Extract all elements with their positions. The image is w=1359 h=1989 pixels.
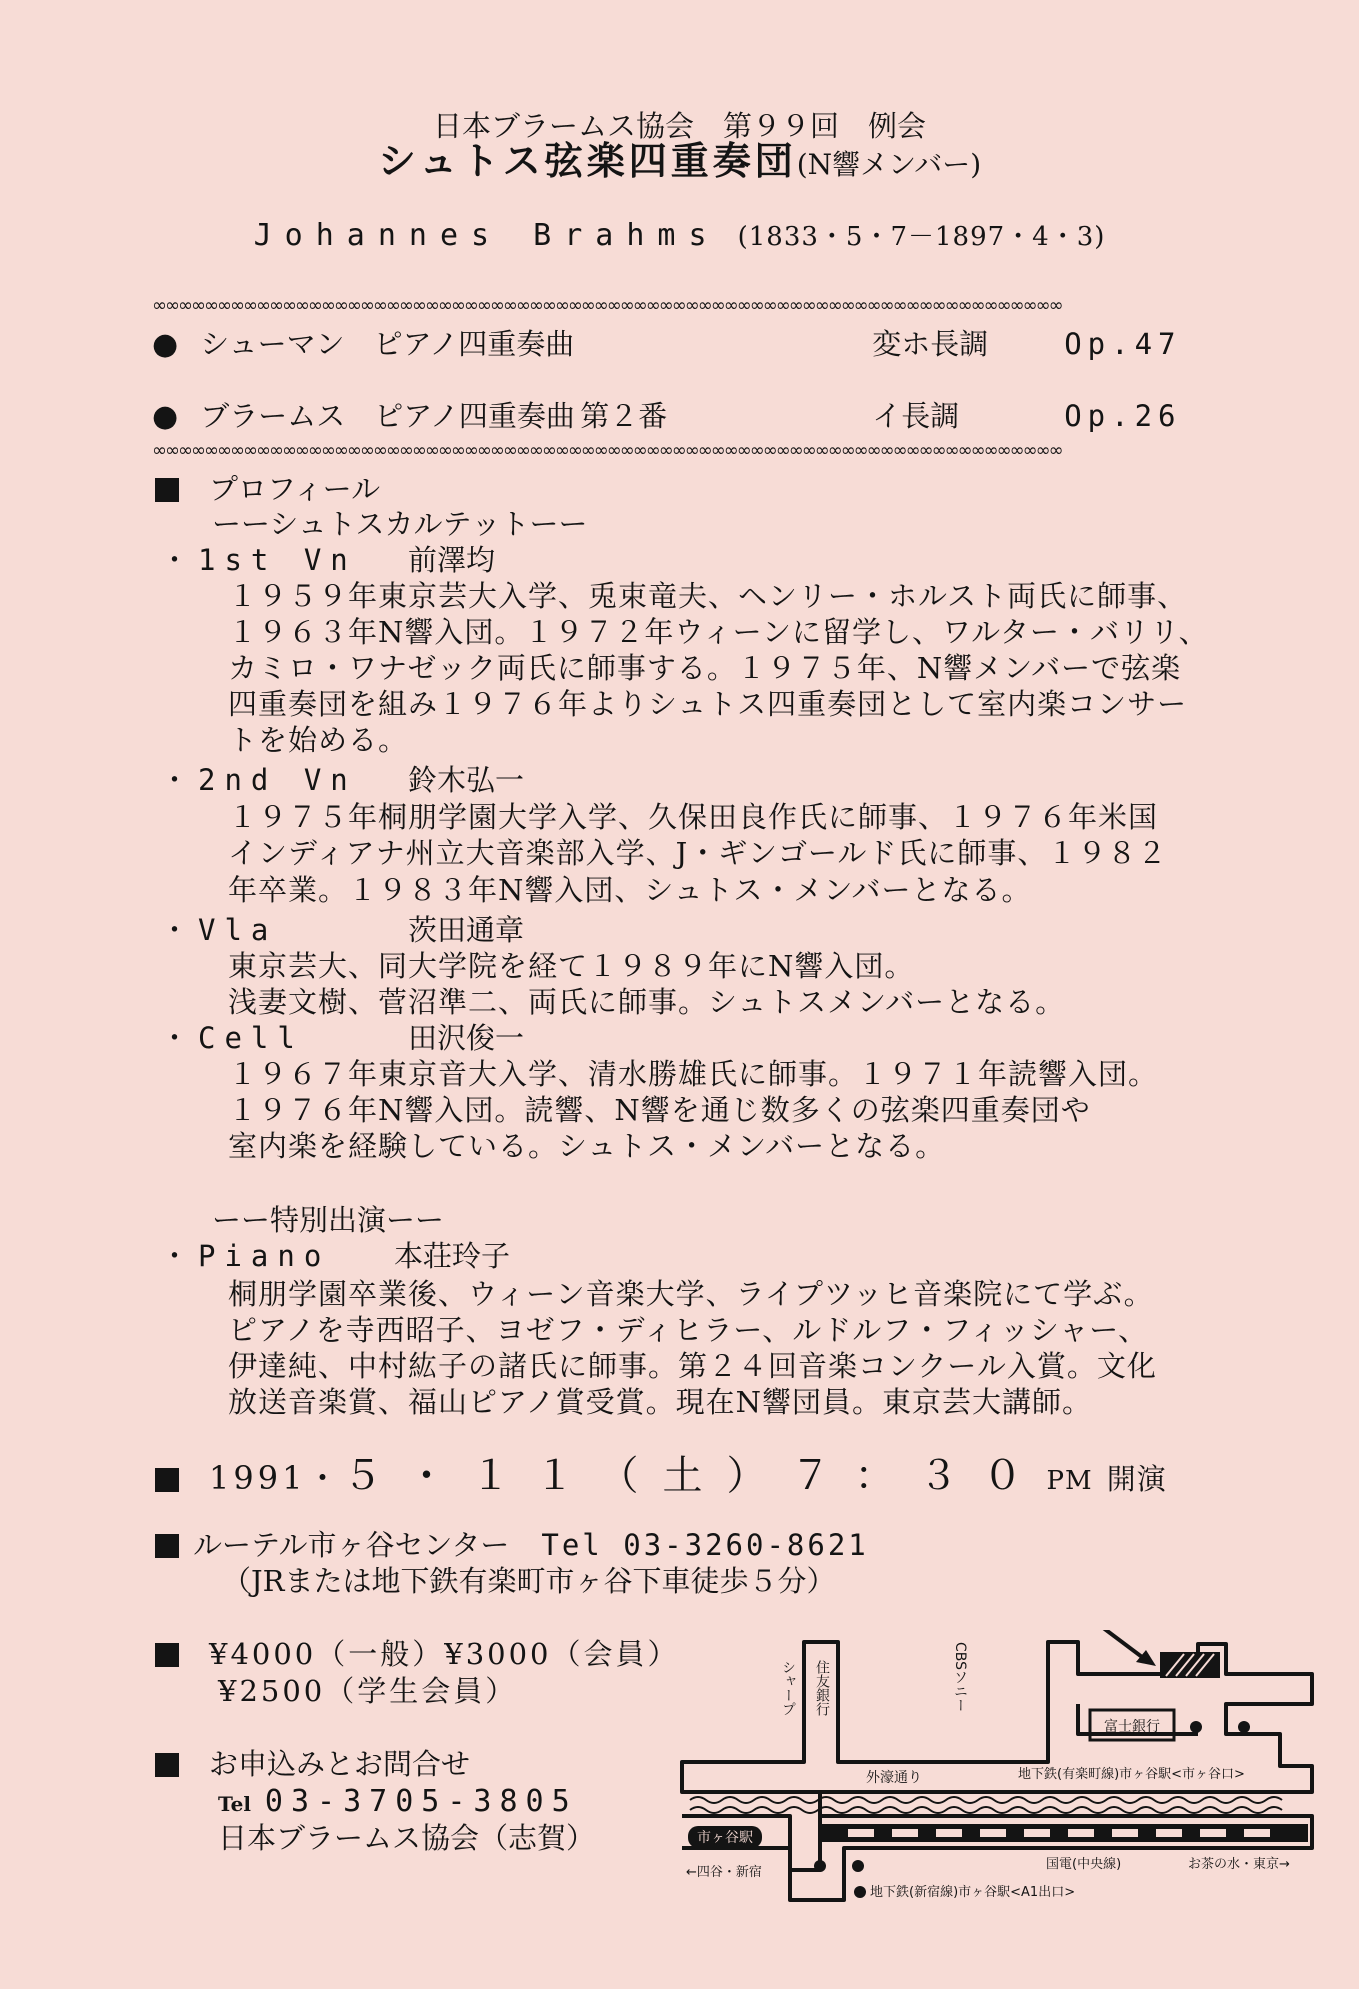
exit-dot bbox=[854, 1886, 866, 1898]
program-item bbox=[152, 398, 1182, 435]
contact-org: 日本ブラームス協会（志賀） bbox=[218, 1821, 596, 1855]
bio-line: 桐朋学園卒業後、ウィーン音楽大学、ライプツッヒ音楽院にて学ぶ。 bbox=[228, 1277, 1154, 1311]
ensemble-subtitle: (N響メンバー) bbox=[796, 148, 982, 181]
date-pm: PM bbox=[1046, 1466, 1093, 1496]
exit-dot bbox=[852, 1860, 864, 1872]
moat-wave bbox=[690, 1797, 1282, 1803]
fuji-bank-label: 富士銀行 bbox=[1104, 1719, 1160, 1735]
access-map bbox=[670, 1630, 1330, 1920]
yurakucho-label: 地下鉄(有楽町線)市ヶ谷駅<市ヶ谷口> bbox=[1018, 1767, 1245, 1782]
composer-line bbox=[0, 218, 1359, 255]
exit-dot bbox=[814, 1860, 826, 1872]
exit-dot bbox=[1190, 1721, 1202, 1733]
sumitomo-label: 住友銀行 bbox=[814, 1660, 830, 1716]
program-key: 変ホ長調 bbox=[872, 327, 989, 361]
bio-line: １９６７年東京音大入学、清水勝雄氏に師事。１９７１年読響入団。 bbox=[228, 1057, 1159, 1091]
member-name: 茨田通章 bbox=[408, 913, 525, 947]
bio-line: 伊達純、中村紘子の諸氏に師事。第２４回音楽コンクール入賞。文化 bbox=[228, 1349, 1157, 1383]
date-year: 1991・ bbox=[209, 1459, 343, 1497]
contact-heading-text: お申込みとお問合せ bbox=[209, 1747, 471, 1781]
cbs-label: CBSソニー bbox=[952, 1642, 968, 1713]
pointer-arrow bbox=[1098, 1630, 1146, 1660]
quartet-heading: ーーシュトスカルテットーー bbox=[212, 507, 588, 541]
price-general: ¥4000（一般）¥3000（会員） bbox=[209, 1637, 680, 1671]
member-role: ・Cell bbox=[160, 1021, 304, 1055]
bio-line: カミロ・ワナゼック両氏に師事する。１９７５年、N響メンバーで弦楽 bbox=[228, 651, 1182, 685]
moat-wave bbox=[690, 1807, 1282, 1813]
program-work: ブラームス ピアノ四重奏曲 bbox=[200, 399, 575, 433]
bio-line: １９７６年N響入団。読響、N響を通じ数多くの弦楽四重奏団や bbox=[228, 1093, 1091, 1127]
station-label: 市ヶ谷駅 bbox=[697, 1830, 753, 1846]
bio-line: 四重奏団を組み１９７６年よりシュトス四重奏団として室内楽コンサー bbox=[228, 687, 1188, 721]
bio-line: ピアノを寺西昭子、ヨゼフ・ディヒラー、ルドルフ・フィッシャー、 bbox=[228, 1313, 1149, 1347]
kokuden-label: 国電(中央線) bbox=[1046, 1857, 1122, 1872]
ensemble-title bbox=[0, 138, 1359, 183]
venue-line bbox=[155, 1527, 869, 1563]
tel-prefix: Tel bbox=[218, 1792, 251, 1816]
program-opus: Op.47 bbox=[1064, 327, 1182, 361]
member-header bbox=[160, 542, 495, 578]
bullet-icon: ● bbox=[152, 399, 179, 434]
venue-name: ルーテル市ヶ谷センター bbox=[193, 1528, 510, 1562]
member-name: 前澤均 bbox=[408, 543, 496, 577]
sharp-label: シャープ bbox=[780, 1660, 796, 1716]
contact-phone-line bbox=[218, 1783, 578, 1822]
ensemble-name: シュトス弦楽四重奏団 bbox=[377, 138, 797, 183]
venue-building bbox=[1160, 1652, 1220, 1678]
composer-name: Johannes Brahms bbox=[253, 218, 720, 253]
composer-dates: (1833・5・7－1897・4・3) bbox=[737, 222, 1106, 252]
square-bullet-icon bbox=[155, 1468, 179, 1492]
date-suffix: 開演 bbox=[1106, 1462, 1167, 1496]
bio-line: 室内楽を経験している。シュトス・メンバーとなる。 bbox=[228, 1129, 946, 1163]
decorative-divider: ∞∞∞∞∞∞∞∞∞∞∞∞∞∞∞∞∞∞∞∞∞∞∞∞∞∞∞∞∞∞∞∞∞∞∞∞∞∞∞∞∞∞∞∞∞∞∞∞∞∞∞∞∞∞∞∞∞∞∞∞∞∞∞∞∞∞∞∞∞∞ bbox=[152, 298, 1062, 314]
member-name: 田沢俊一 bbox=[408, 1021, 525, 1055]
member-header bbox=[160, 912, 524, 948]
member-role: ・1st Vn bbox=[160, 543, 357, 577]
program-item bbox=[152, 326, 1182, 363]
ochanomizu-label: お茶の水・東京→ bbox=[1188, 1857, 1290, 1872]
bio-line: 浅妻文樹、菅沼準二、両氏に師事。シュトスメンバーとなる。 bbox=[228, 985, 1066, 1019]
profile-heading-text: プロフィール bbox=[209, 472, 381, 506]
sotobori-label: 外濠通り bbox=[866, 1770, 922, 1786]
date-main: ５・１１（土）７：３０ bbox=[342, 1453, 1047, 1499]
special-name: 本荘玲子 bbox=[394, 1239, 511, 1273]
special-role: ・Piano bbox=[160, 1239, 331, 1273]
contact-heading bbox=[155, 1746, 470, 1782]
member-header bbox=[160, 1020, 524, 1056]
price-line bbox=[155, 1636, 680, 1672]
special-heading: ーー特別出演ーー bbox=[212, 1203, 445, 1237]
yotsuya-label: ←四谷・新宿 bbox=[686, 1865, 762, 1880]
member-name: 鈴木弘一 bbox=[408, 763, 525, 797]
member-role: ・Vla bbox=[160, 913, 278, 947]
access-note: （JRまたは地下鉄有楽町市ヶ谷下車徒歩５分） bbox=[222, 1564, 836, 1598]
bullet-icon: ● bbox=[152, 327, 179, 362]
contact-phone: 03-3705-3805 bbox=[264, 1784, 578, 1819]
decorative-divider: ∞∞∞∞∞∞∞∞∞∞∞∞∞∞∞∞∞∞∞∞∞∞∞∞∞∞∞∞∞∞∞∞∞∞∞∞∞∞∞∞∞∞∞∞∞∞∞∞∞∞∞∞∞∞∞∞∞∞∞∞∞∞∞∞∞∞∞∞∞∞ bbox=[152, 443, 1062, 459]
concert-date bbox=[155, 1452, 1167, 1505]
program-key: イ長調 bbox=[872, 399, 960, 433]
bio-line: １９７５年桐朋学園大学入学、久保田良作氏に師事、１９７６年米国 bbox=[228, 800, 1159, 834]
bio-line: １９６３年N響入団。１９７２年ウィーンに留学し、ワルター・バリリ、 bbox=[228, 615, 1209, 649]
price-student: ¥2500（学生会員） bbox=[218, 1674, 518, 1708]
program-work: シューマン ピアノ四重奏曲 bbox=[200, 327, 575, 361]
square-bullet-icon bbox=[155, 478, 179, 502]
shinjuku-line-label: 地下鉄(新宿線)市ヶ谷駅<A1出口> bbox=[870, 1885, 1076, 1900]
bio-line: 放送音楽賞、福山ピアノ賞受賞。現在N響団員。東京芸大講師。 bbox=[228, 1385, 1093, 1419]
member-role: ・2nd Vn bbox=[160, 763, 357, 797]
program-opus: Op.26 bbox=[1064, 399, 1182, 433]
square-bullet-icon bbox=[155, 1643, 179, 1667]
bio-line: １９５９年東京芸大入学、兎束竜夫、ヘンリー・ホルスト両氏に師事、 bbox=[228, 579, 1188, 613]
member-header bbox=[160, 762, 524, 798]
square-bullet-icon bbox=[155, 1753, 179, 1777]
exit-dot bbox=[1238, 1721, 1250, 1733]
program-number: 第２番 bbox=[580, 399, 668, 433]
special-header bbox=[160, 1238, 510, 1274]
bio-line: 東京芸大、同大学院を経て１９８９年にN響入団。 bbox=[228, 949, 915, 983]
society-meeting-line: 日本ブラームス協会 第９９回 例会 bbox=[432, 109, 926, 143]
bio-line: トを始める。 bbox=[228, 723, 409, 757]
bio-line: インディアナ州立大音楽部入学、J・ギンゴールド氏に師事、１９８２ bbox=[228, 836, 1168, 870]
bio-line: 年卒業。１９８３年N響入団、シュトス・メンバーとなる。 bbox=[228, 873, 1032, 907]
venue-tel: Tel 03-3260-8621 bbox=[541, 1528, 869, 1562]
profile-heading bbox=[155, 471, 380, 507]
square-bullet-icon bbox=[155, 1534, 179, 1558]
